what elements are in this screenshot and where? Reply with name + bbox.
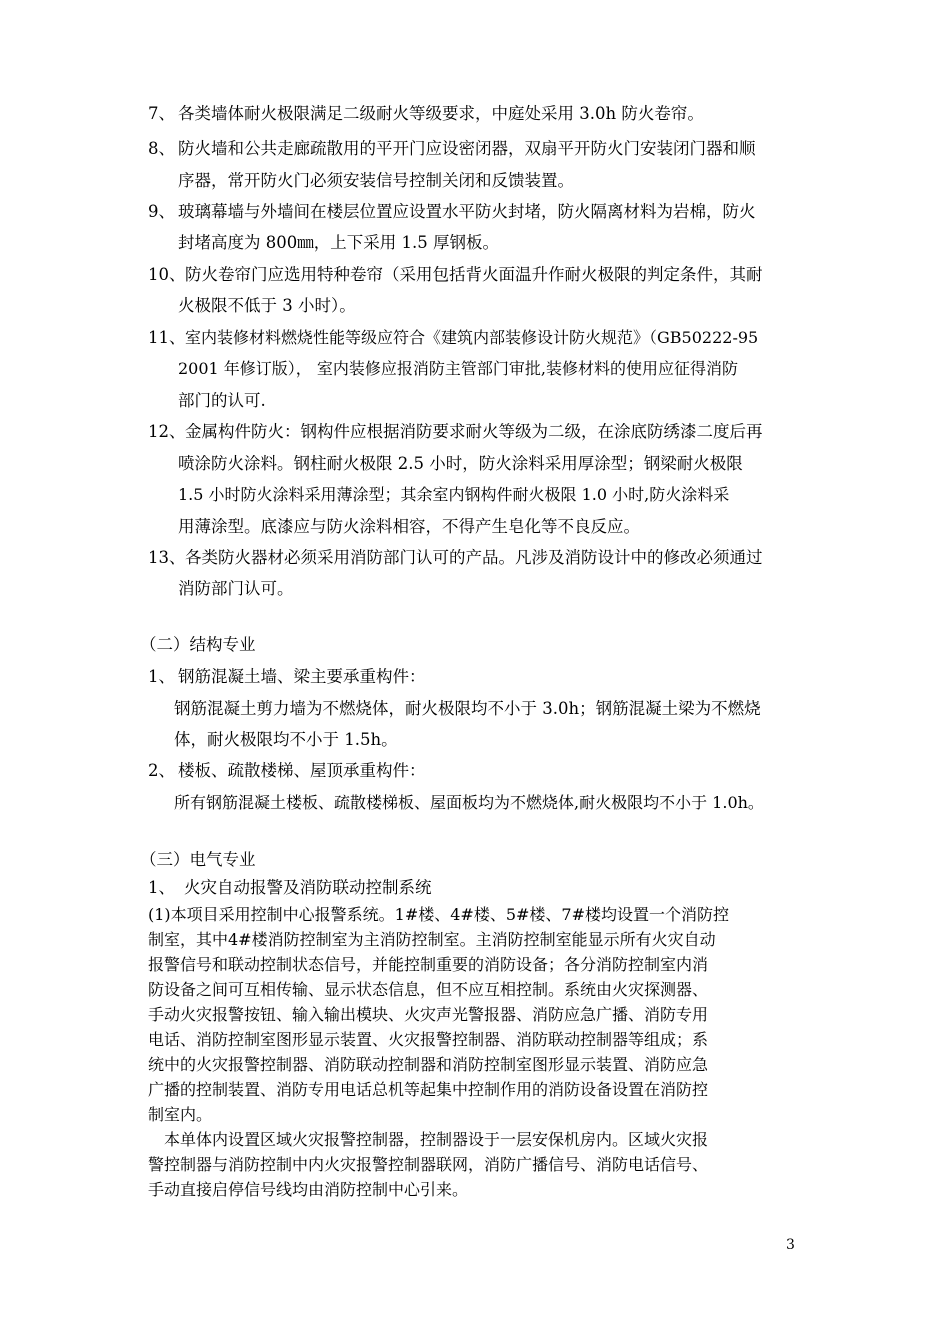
- item-10-line-1: 防火卷帘门应选用特种卷帘（采用包括背火面温升作耐火极限的判定条件，其耐: [185, 265, 763, 284]
- section-3-heading: （三）电气专业: [140, 850, 256, 869]
- section-3-para-1-line-9: 制室内。: [148, 1105, 213, 1124]
- section-2-item-1-body-1: 钢筋混凝土剪力墙为不燃烧体，耐火极限均不小于 3.0h；钢筋混凝土梁为不燃烧: [174, 699, 761, 718]
- item-12-line-2: 喷涂防火涂料。钢柱耐火极限 2.5 小时，防火涂料采用厚涂型；钢梁耐火极限: [178, 454, 743, 473]
- item-7-line-1: 各类墙体耐火极限满足二级耐火等级要求，中庭处采用 3.0h 防火卷帘。: [178, 104, 704, 123]
- item-7-number: 7、: [148, 104, 175, 123]
- item-12-line-1: 金属构件防火：钢构件应根据消防要求耐火等级为二级，在涂底防绣漆二度后再: [185, 422, 763, 441]
- section-3-item-1-title: 火灾自动报警及消防联动控制系统: [184, 878, 432, 897]
- item-11-number: 11、: [148, 328, 186, 347]
- item-13-line-2: 消防部门认可。: [178, 579, 294, 598]
- section-3-para-1-line-6: 电话、消防控制室图形显示装置、火灾报警控制器、消防联动控制器等组成；系: [148, 1030, 709, 1049]
- item-11-line-2: 2001 年修订版）， 室内装修应报消防主管部门审批,装修材料的使用应征得消防: [178, 359, 738, 378]
- item-12-line-3: 1.5 小时防火涂料采用薄涂型；其余室内钢构件耐火极限 1.0 小时,防火涂料采: [178, 485, 730, 504]
- item-10-number: 10、: [148, 265, 186, 284]
- section-3-para-1-line-2: 制室，其中4#楼消防控制室为主消防控制室。主消防控制室能显示所有火灾自动: [148, 930, 716, 949]
- item-8-number: 8、: [148, 139, 175, 158]
- section-3-para-1-line-4: 防设备之间可互相传输、显示状态信息，但不应互相控制。系统由火灾探测器、: [148, 980, 709, 999]
- section-2-item-2-title: 楼板、疏散楼梯、屋顶承重构件：: [178, 761, 426, 780]
- section-2-item-1-body-2: 体，耐火极限均不小于 1.5h。: [174, 730, 398, 749]
- item-11-line-3: 部门的认可.: [178, 391, 266, 410]
- section-3-para-1-line-7: 统中的火灾报警控制器、消防联动控制器和消防控制室图形显示装置、消防应急: [148, 1055, 709, 1074]
- item-11-line-1: 室内装修材料燃烧性能等级应符合《建筑内部装修设计防火规范》（GB50222-95: [185, 328, 759, 347]
- section-2-item-2-number: 2、: [148, 761, 175, 780]
- item-9-line-2: 封堵高度为 800㎜，上下采用 1.5 厚钢板。: [178, 233, 499, 252]
- item-12-line-4: 用薄涂型。底漆应与防火涂料相容，不得产生皂化等不良反应。: [178, 517, 640, 536]
- section-3-item-1-number: 1、: [148, 878, 175, 897]
- section-2-item-1-title: 钢筋混凝土墙、梁主要承重构件：: [178, 667, 426, 686]
- section-3-para-1-line-3: 报警信号和联动控制状态信号，并能控制重要的消防设备；各分消防控制室内消: [148, 955, 709, 974]
- item-13-number: 13、: [148, 548, 186, 567]
- section-3-para-2-line-1: 本单体内设置区域火灾报警控制器，控制器设于一层安保机房内。区域火灾报: [164, 1130, 709, 1149]
- page-number: 3: [786, 1237, 795, 1253]
- item-12-number: 12、: [148, 422, 186, 441]
- item-9-number: 9、: [148, 202, 175, 221]
- section-2-item-2-body-1: 所有钢筋混凝土楼板、疏散楼梯板、屋面板均为不燃烧体,耐火极限均不小于 1.0h。: [174, 793, 764, 812]
- item-8-line-1: 防火墙和公共走廊疏散用的平开门应设密闭器，双扇平开防火门安装闭门器和顺: [178, 139, 756, 158]
- section-3-para-1-line-5: 手动火灾报警按钮、输入输出模块、火灾声光警报器、消防应急广播、消防专用: [148, 1005, 709, 1024]
- item-13-line-1: 各类防火器材必须采用消防部门认可的产品。凡涉及消防设计中的修改必须通过: [185, 548, 763, 567]
- section-3-para-1-line-1: (1)本项目采用控制中心报警系统。1#楼、4#楼、5#楼、7#楼均设置一个消防控: [148, 905, 730, 924]
- item-9-line-1: 玻璃幕墙与外墙间在楼层位置应设置水平防火封堵，防火隔离材料为岩棉，防火: [178, 202, 756, 221]
- section-3-para-2-line-2: 警控制器与消防控制中内火灾报警控制器联网，消防广播信号、消防电话信号、: [148, 1155, 709, 1174]
- section-2-heading: （二）结构专业: [140, 635, 256, 654]
- item-8-line-2: 序器，常开防火门必须安装信号控制关闭和反馈装置。: [178, 171, 574, 190]
- section-3-para-2-line-3: 手动直接启停信号线均由消防控制中心引来。: [148, 1180, 469, 1199]
- item-10-line-2: 火极限不低于 3 小时）。: [178, 296, 356, 315]
- section-3-para-1-line-8: 广播的控制装置、消防专用电话总机等起集中控制作用的消防设备设置在消防控: [148, 1080, 709, 1099]
- section-2-item-1-number: 1、: [148, 667, 175, 686]
